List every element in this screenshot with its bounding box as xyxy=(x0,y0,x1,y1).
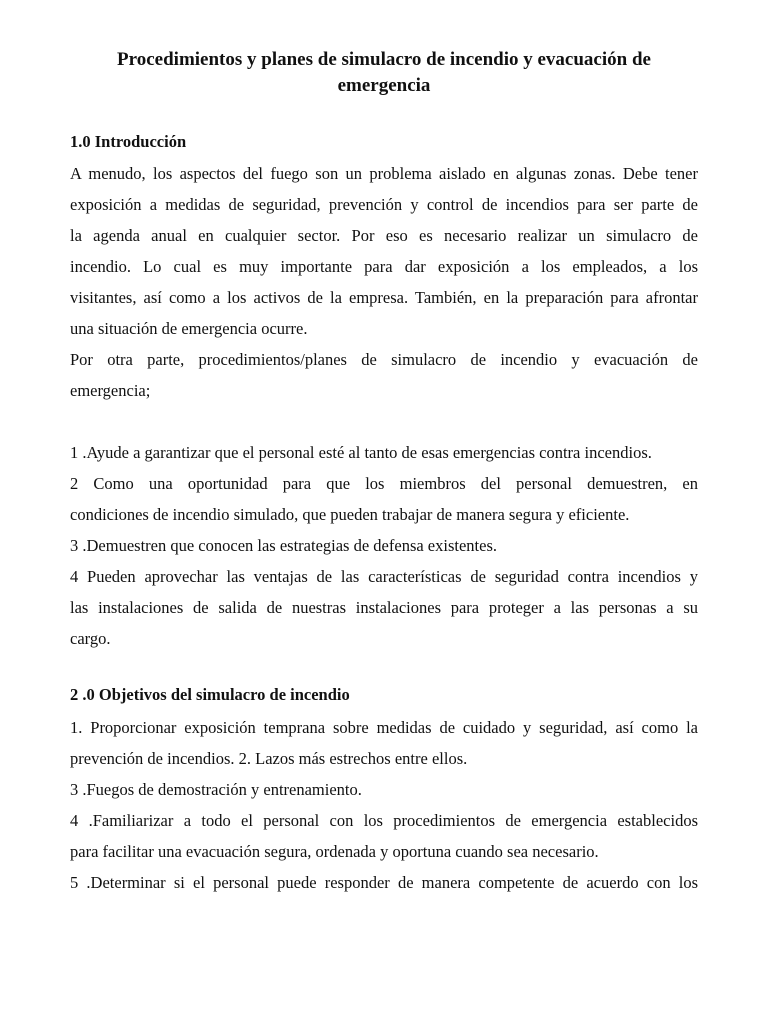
list-item: prevención de incendios. 2. Lazos más estrechos entre ellos. xyxy=(70,749,468,768)
section-heading-introduction: 1.0 Introducción xyxy=(70,132,187,151)
objectives-list xyxy=(70,712,698,898)
list-item: 4 Pueden aprovechar las ventajas de las características de seguridad contra incendios y xyxy=(70,567,698,586)
list-item: para facilitar una evacuación segura, ordenada y oportuna cuando sea necesario. xyxy=(70,842,599,861)
text-line: exposición a medidas de seguridad, prevención y control de incendios para ser parte de xyxy=(70,195,698,214)
intro-list xyxy=(70,437,698,654)
list-item: 4 .Familiarizar a todo el personal con los procedimientos de emergencia establecidos xyxy=(70,811,698,830)
list-item: 2 Como una oportunidad para que los miembros del personal demuestren, en xyxy=(70,474,698,493)
intro-paragraph-1 xyxy=(70,158,698,406)
list-item: las instalaciones de salida de nuestras instalaciones para proteger a las personas a su xyxy=(70,598,698,617)
list-item: cargo. xyxy=(70,629,111,648)
text-line: A menudo, los aspectos del fuego son un problema aislado en algunas zonas. Debe tener xyxy=(70,164,698,183)
section-heading-objectives: 2 .0 Objetivos del simulacro de incendio xyxy=(70,685,350,704)
text-line: incendio. Lo cual es muy importante para dar exposición a los empleados, a los xyxy=(70,257,698,276)
text-line: emergencia; xyxy=(70,381,151,400)
title-line-2: emergencia xyxy=(337,75,431,96)
list-item: 1 .Ayude a garantizar que el personal esté al tanto de esas emergencias contra incendios. xyxy=(70,443,652,462)
list-item: condiciones de incendio simulado, que pueden trabajar de manera segura y eficiente. xyxy=(70,505,630,524)
document-title xyxy=(70,47,698,99)
text-line: la agenda anual en cualquier sector. Por eso es necesario realizar un simulacro de xyxy=(70,226,698,245)
list-item: 3 .Demuestren que conocen las estrategias de defensa existentes. xyxy=(70,536,498,555)
title-line-1: Procedimientos y planes de simulacro de incendio y evacuación de xyxy=(117,49,651,70)
text-line: una situación de emergencia ocurre. xyxy=(70,319,308,338)
list-item: 1. Proporcionar exposición temprana sobre medidas de cuidado y seguridad, así como la xyxy=(70,718,698,737)
text-line: visitantes, así como a los activos de la empresa. También, en la preparación para afrontar xyxy=(70,288,698,307)
list-item: 3 .Fuegos de demostración y entrenamiento. xyxy=(70,780,362,799)
list-item: 5 .Determinar si el personal puede responder de manera competente de acuerdo con los xyxy=(70,873,698,892)
text-line: Por otra parte, procedimientos/planes de simulacro de incendio y evacuación de xyxy=(70,350,698,369)
